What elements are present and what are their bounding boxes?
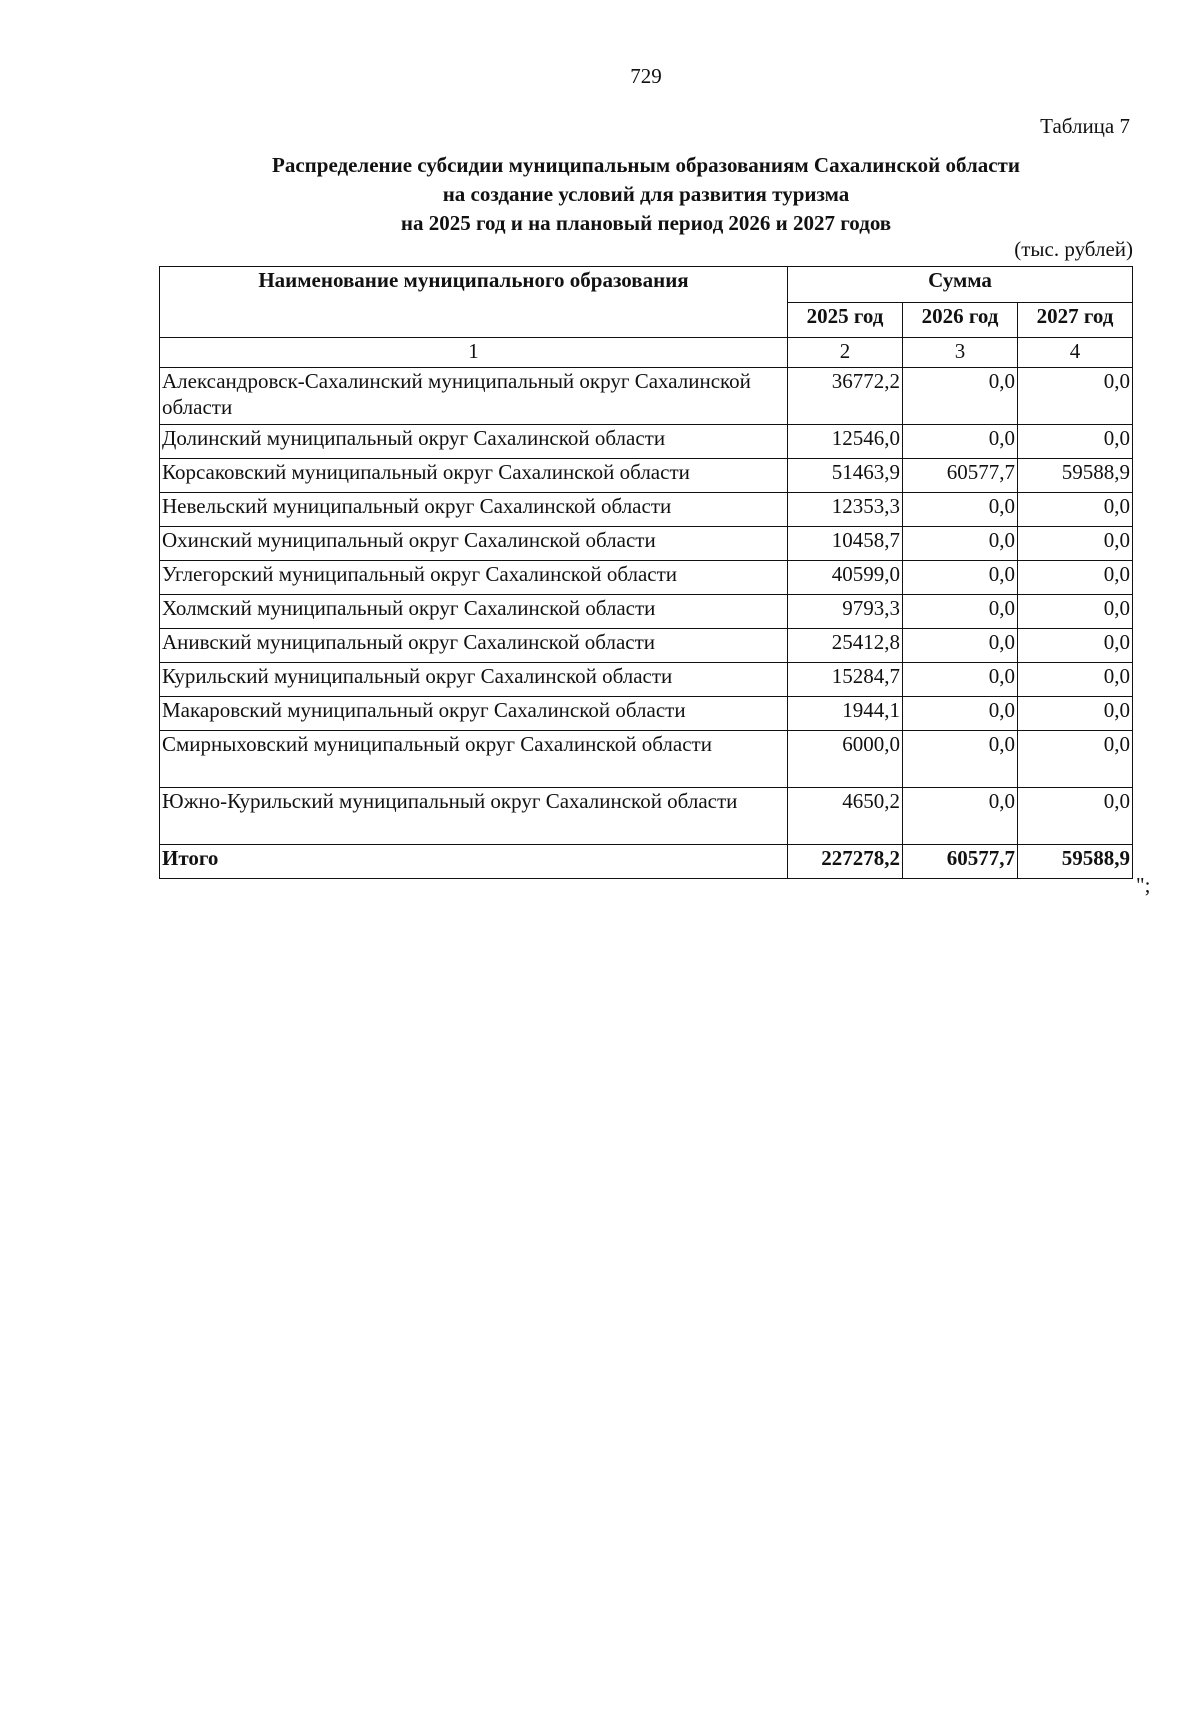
amount-2026: 0,0 (903, 697, 1018, 731)
total-2027: 59588,9 (1018, 845, 1133, 879)
column-number: 1 (160, 338, 788, 368)
amount-2026: 0,0 (903, 629, 1018, 663)
table-row (160, 459, 1133, 493)
amount-2025: 10458,7 (788, 527, 903, 561)
municipality-name: Холмский муниципальный округ Сахалинской области (160, 595, 788, 629)
amount-2027: 0,0 (1018, 697, 1133, 731)
municipality-name: Анивский муниципальный округ Сахалинской области (160, 629, 788, 663)
amount-2026: 0,0 (903, 527, 1018, 561)
amount-2027: 0,0 (1018, 788, 1133, 845)
table-row (160, 368, 1133, 425)
amount-2026: 0,0 (903, 368, 1018, 425)
amount-2025: 40599,0 (788, 561, 903, 595)
table-row (160, 697, 1133, 731)
amount-2025: 36772,2 (788, 368, 903, 425)
subsidy-table (159, 266, 1133, 879)
amount-2025: 1944,1 (788, 697, 903, 731)
table-row (160, 527, 1133, 561)
table-caption: Таблица 7 (1040, 114, 1130, 138)
total-row (160, 845, 1133, 879)
page-number: 729 (630, 64, 662, 88)
column-number: 3 (903, 338, 1018, 368)
header-year-2027: 2027 год (1018, 303, 1133, 338)
amount-2027: 0,0 (1018, 595, 1133, 629)
closing-quote: "; (1136, 873, 1151, 897)
header-sum: Сумма (788, 267, 1133, 303)
amount-2025: 25412,8 (788, 629, 903, 663)
table-row (160, 629, 1133, 663)
municipality-name: Углегорский муниципальный округ Сахалинской области (160, 561, 788, 595)
amount-2027: 0,0 (1018, 561, 1133, 595)
amount-2025: 15284,7 (788, 663, 903, 697)
table-row (160, 425, 1133, 459)
table-row (160, 663, 1133, 697)
table-row (160, 731, 1133, 788)
municipality-name: Невельский муниципальный округ Сахалинской области (160, 493, 788, 527)
amount-2027: 0,0 (1018, 368, 1133, 425)
document-title (160, 151, 1132, 238)
amount-2026: 0,0 (903, 493, 1018, 527)
amount-2026: 0,0 (903, 663, 1018, 697)
amount-2027: 0,0 (1018, 629, 1133, 663)
amount-2027: 0,0 (1018, 663, 1133, 697)
amount-2025: 6000,0 (788, 731, 903, 788)
amount-2026: 60577,7 (903, 459, 1018, 493)
amount-2025: 4650,2 (788, 788, 903, 845)
amount-2027: 0,0 (1018, 493, 1133, 527)
municipality-name: Южно-Курильский муниципальный округ Сахалинской области (160, 788, 788, 845)
total-2025: 227278,2 (788, 845, 903, 879)
title-line-2: на создание условий для развития туризма (442, 182, 850, 206)
column-number: 2 (788, 338, 903, 368)
municipality-name: Александровск-Сахалинский муниципальный округ Сахалинской области (160, 368, 788, 425)
amount-2025: 12546,0 (788, 425, 903, 459)
header-municipality: Наименование муниципального образования (160, 267, 788, 338)
table-row (160, 561, 1133, 595)
header-year-2026: 2026 год (903, 303, 1018, 338)
header-year-2025: 2025 год (788, 303, 903, 338)
amount-2025: 9793,3 (788, 595, 903, 629)
amount-2026: 0,0 (903, 561, 1018, 595)
table-row (160, 595, 1133, 629)
amount-2025: 12353,3 (788, 493, 903, 527)
municipality-name: Долинский муниципальный округ Сахалинской области (160, 425, 788, 459)
title-line-3: на 2025 год и на плановый период 2026 и 2027 годов (400, 211, 892, 235)
total-2026: 60577,7 (903, 845, 1018, 879)
amount-2027: 0,0 (1018, 527, 1133, 561)
title-line-1: Распределение субсидии муниципальным образованиям Сахалинской области (272, 153, 1020, 177)
amount-2027: 0,0 (1018, 425, 1133, 459)
amount-2026: 0,0 (903, 595, 1018, 629)
total-label: Итого (160, 845, 788, 879)
table-row (160, 788, 1133, 845)
municipality-name: Курильский муниципальный округ Сахалинской области (160, 663, 788, 697)
amount-2025: 51463,9 (788, 459, 903, 493)
municipality-name: Макаровский муниципальный округ Сахалинской области (160, 697, 788, 731)
municipality-name: Смирныховский муниципальный округ Сахалинской области (160, 731, 788, 788)
municipality-name: Охинский муниципальный округ Сахалинской области (160, 527, 788, 561)
amount-2026: 0,0 (903, 788, 1018, 845)
amount-2026: 0,0 (903, 731, 1018, 788)
units-label: (тыс. рублей) (1014, 237, 1133, 261)
amount-2027: 59588,9 (1018, 459, 1133, 493)
table-row (160, 493, 1133, 527)
column-number: 4 (1018, 338, 1133, 368)
amount-2027: 0,0 (1018, 731, 1133, 788)
municipality-name: Корсаковский муниципальный округ Сахалинской области (160, 459, 788, 493)
amount-2026: 0,0 (903, 425, 1018, 459)
